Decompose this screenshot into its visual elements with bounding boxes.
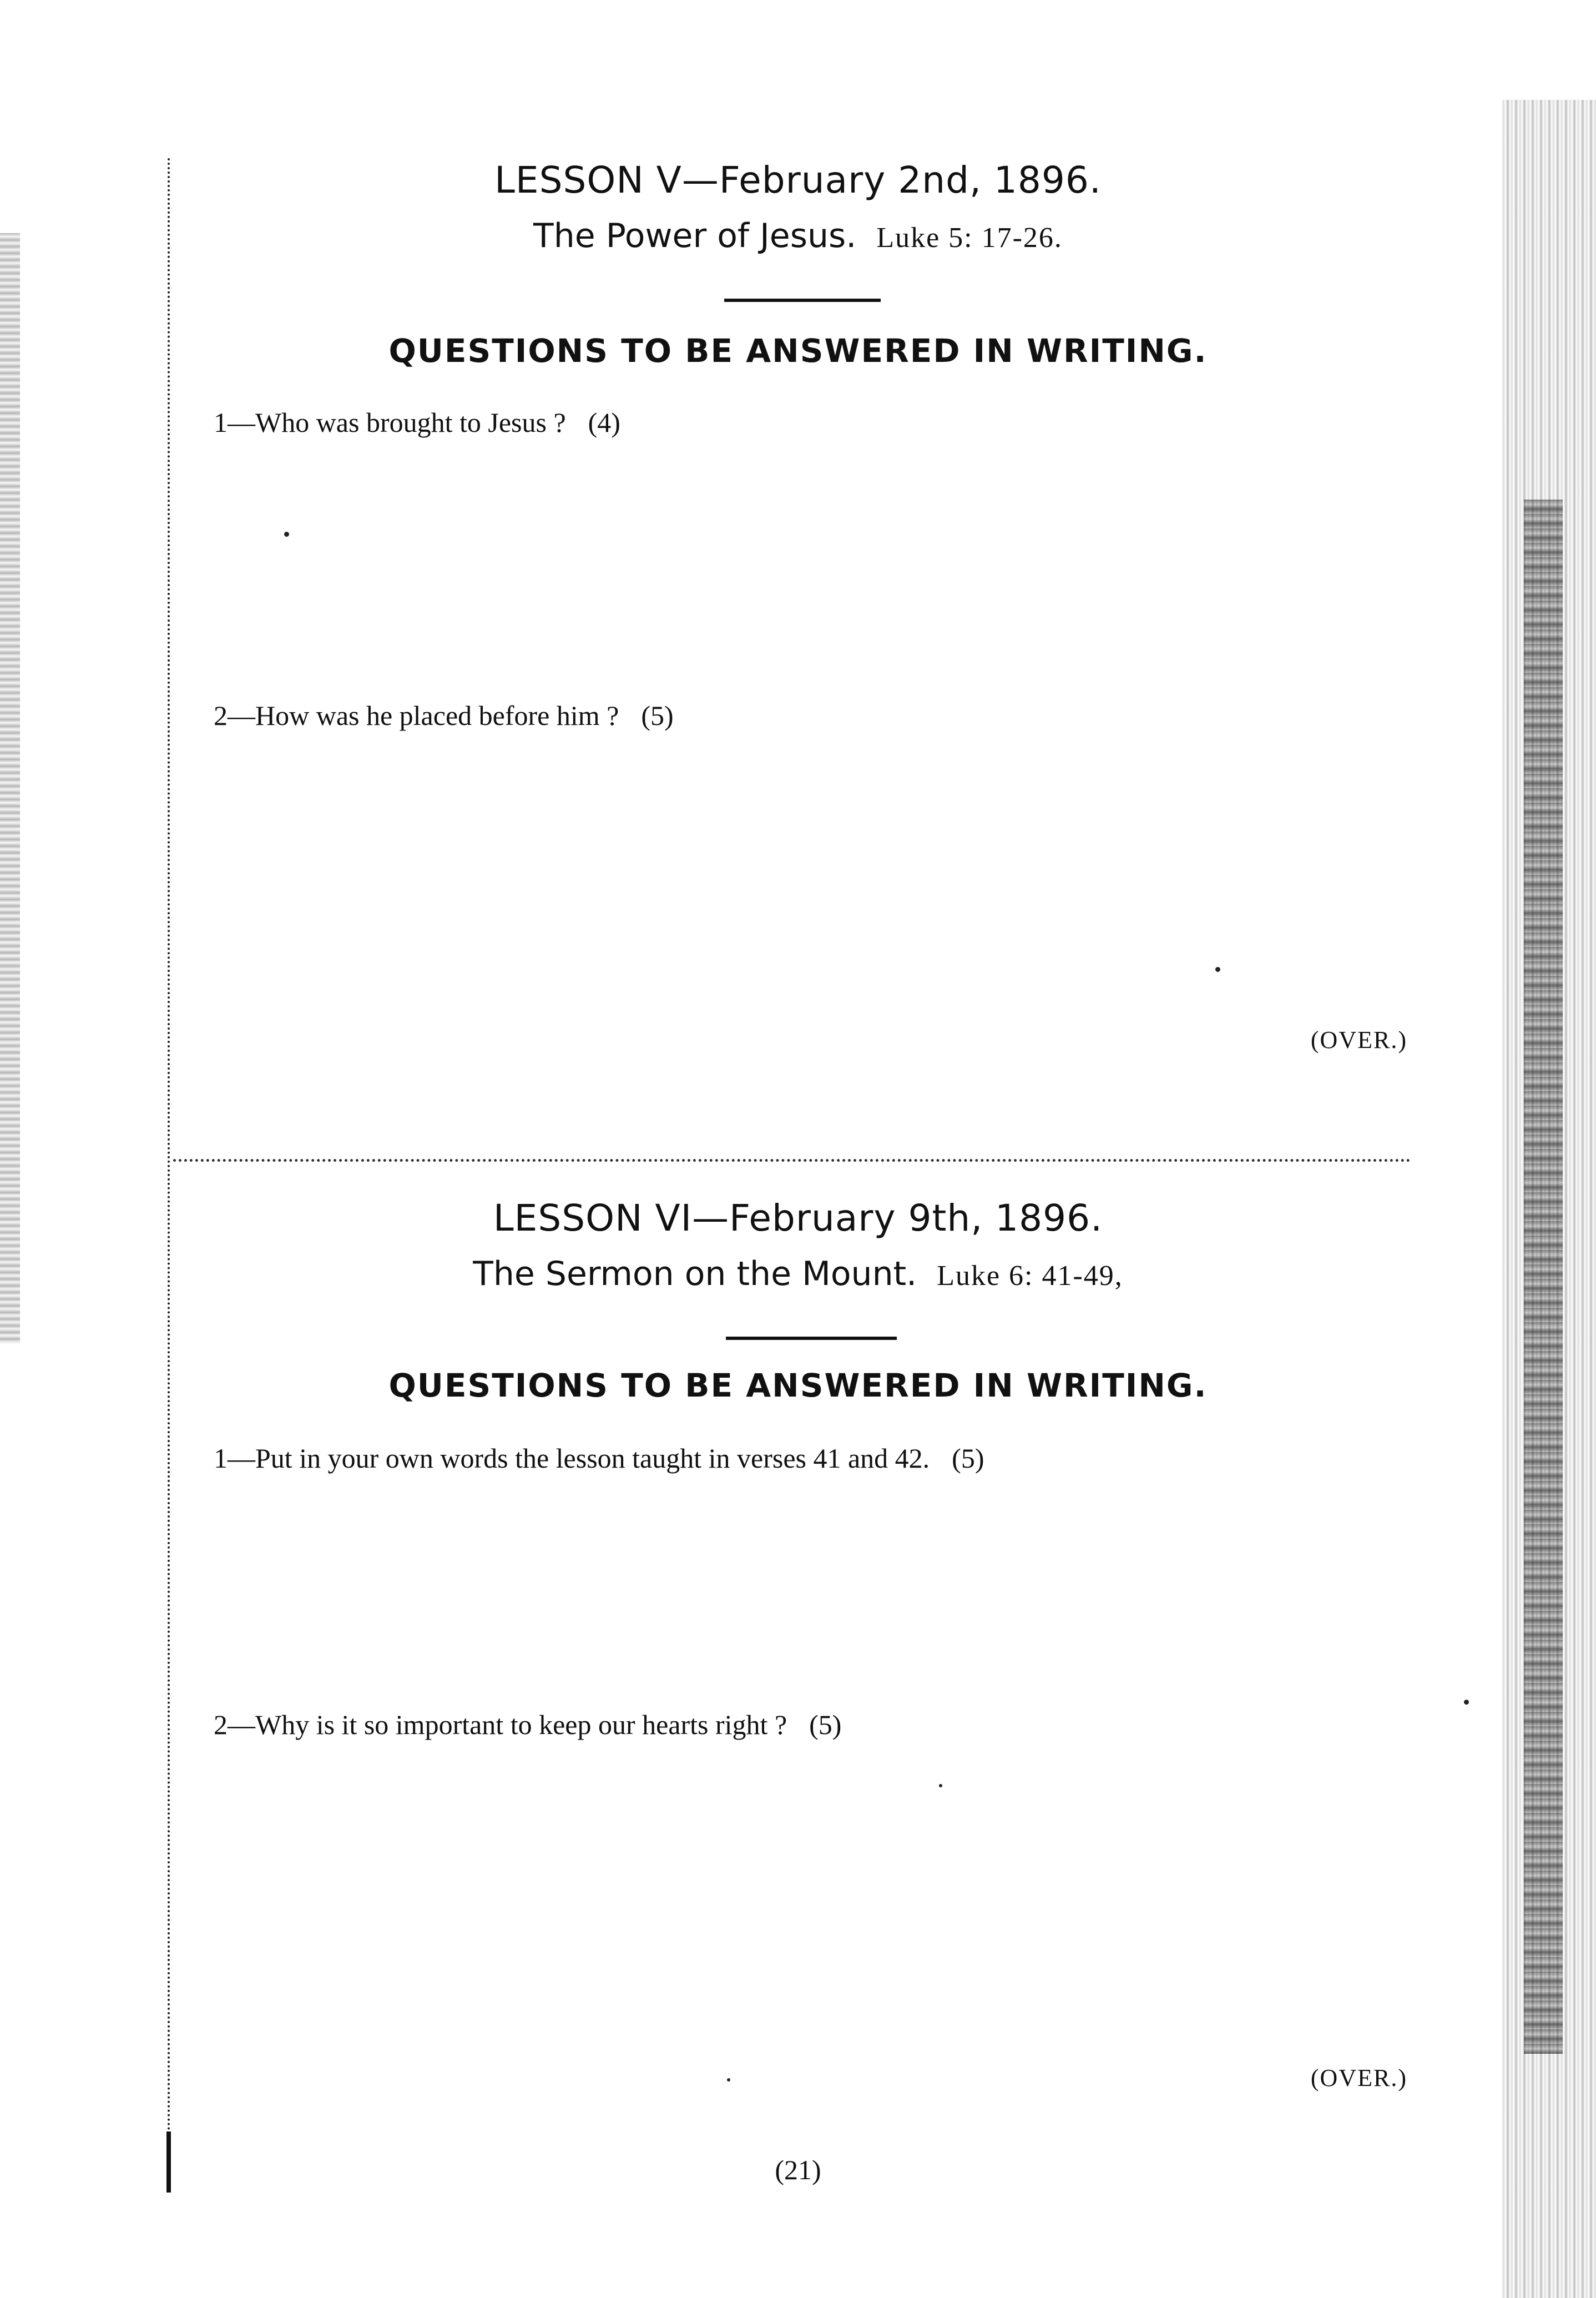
title-rule bbox=[726, 1337, 897, 1340]
lesson-title: LESSON V—February 2nd, 1896. bbox=[494, 159, 1102, 201]
question-points: (4) bbox=[588, 407, 620, 438]
questions-heading: QUESTIONS TO BE ANSWERED IN WRITING. bbox=[388, 1367, 1208, 1404]
scripture-reference: Luke 5: 17-26. bbox=[876, 222, 1063, 254]
questions-heading: QUESTIONS TO BE ANSWERED IN WRITING. bbox=[388, 332, 1208, 370]
question-points: (5) bbox=[809, 1709, 842, 1740]
ink-speck bbox=[284, 532, 289, 537]
question-text: 2—Why is it so important to keep our hearts right ? bbox=[214, 1709, 787, 1740]
ink-speck bbox=[1464, 1700, 1469, 1705]
scripture-reference: Luke 6: 41-49, bbox=[937, 1260, 1123, 1292]
lesson-subtitle bbox=[0, 1254, 1596, 1293]
section-divider bbox=[173, 1159, 1411, 1162]
question-points: (5) bbox=[952, 1443, 984, 1474]
over-note: (OVER.) bbox=[1310, 2064, 1407, 2092]
margin-rule bbox=[168, 158, 170, 2190]
lesson-topic: The Power of Jesus. bbox=[533, 216, 857, 255]
question-2 bbox=[214, 699, 674, 732]
lesson-title: LESSON VI—February 9th, 1896. bbox=[493, 1197, 1103, 1239]
question-text: 1—Who was brought to Jesus ? bbox=[214, 407, 566, 438]
over-note: (OVER.) bbox=[1310, 1026, 1407, 1054]
lesson-subtitle bbox=[0, 216, 1596, 255]
question-1 bbox=[214, 406, 620, 439]
question-1 bbox=[214, 1442, 984, 1474]
question-text: 2—How was he placed before him ? bbox=[214, 700, 619, 731]
page-number: (21) bbox=[775, 2154, 821, 2185]
question-2 bbox=[214, 1709, 841, 1741]
question-text: 1—Put in your own words the lesson taught in verses 41 and 42. bbox=[214, 1443, 930, 1474]
lesson-topic: The Sermon on the Mount. bbox=[473, 1254, 917, 1293]
ink-speck bbox=[727, 2078, 730, 2082]
ink-speck bbox=[939, 1784, 942, 1787]
question-points: (5) bbox=[641, 700, 674, 731]
ink-speck bbox=[1215, 967, 1220, 972]
title-rule bbox=[724, 299, 881, 302]
scan-edge-left bbox=[0, 233, 20, 1343]
